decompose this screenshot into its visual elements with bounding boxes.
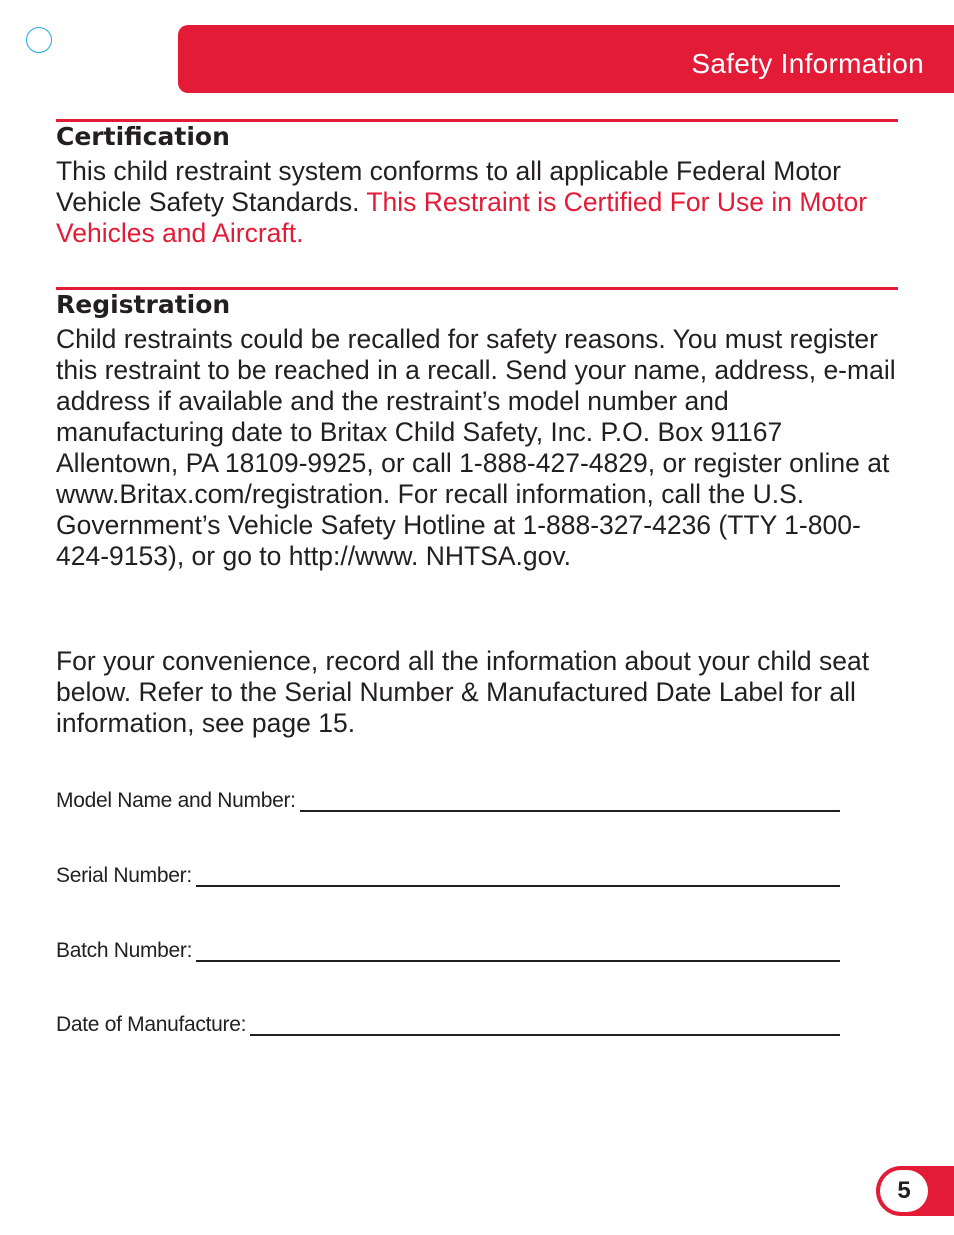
serial-number-label: Serial Number: — [56, 864, 192, 887]
serial-number-field[interactable] — [56, 863, 840, 889]
header-title: Safety Information — [691, 48, 924, 79]
model-name-line[interactable] — [300, 790, 840, 812]
registration-heading: Registration — [56, 290, 231, 319]
page-number: 5 — [880, 1170, 928, 1212]
certification-heading: Certification — [56, 122, 230, 151]
batch-number-line[interactable] — [196, 940, 840, 962]
header-bar — [178, 25, 954, 93]
date-of-manufacture-line[interactable] — [250, 1014, 840, 1036]
registration-mark-circle — [26, 27, 52, 53]
certification-statement: This child restraint system conforms to all applicable Federal Motor Vehicle Safety Standards. — [56, 156, 841, 217]
convenience-text: For your convenience, record all the information about your child seat below. Refer to the Serial Number & Manufactured Date Label for all information, see page 15. — [56, 646, 870, 738]
date-of-manufacture-label: Date of Manufacture: — [56, 1013, 247, 1036]
batch-number-field[interactable] — [56, 938, 840, 964]
registration-section — [56, 287, 898, 572]
certification-section — [56, 119, 898, 249]
model-name-field[interactable] — [56, 788, 840, 814]
certification-text — [56, 156, 898, 249]
registration-text: Child restraints could be recalled for safety reasons. You must register this restraint to be reached in a recall. Send your name, address, e-mail address if available and the restraint’s model number and manufacturing date to Britax Child Safety, Inc. P.O. Box 91167 Allentown, PA 18109-9925, or call 1-888-427-4829, or register online at www.Britax.com/registration. For recall information, call the U.S. Government’s Vehicle Safety Hotline at 1-888-327-4236 (TTY 1-800-424-9153), or go to http://www. NHTSA.gov. — [56, 324, 896, 571]
certification-highlight: This Restraint is Certified For Use in Motor Vehicles and Aircraft. — [56, 187, 868, 248]
batch-number-label: Batch Number: — [56, 939, 193, 962]
date-of-manufacture-field[interactable] — [56, 1012, 840, 1038]
serial-number-line[interactable] — [196, 865, 840, 887]
model-name-label: Model Name and Number: — [56, 789, 296, 812]
page-tab — [876, 1166, 954, 1216]
